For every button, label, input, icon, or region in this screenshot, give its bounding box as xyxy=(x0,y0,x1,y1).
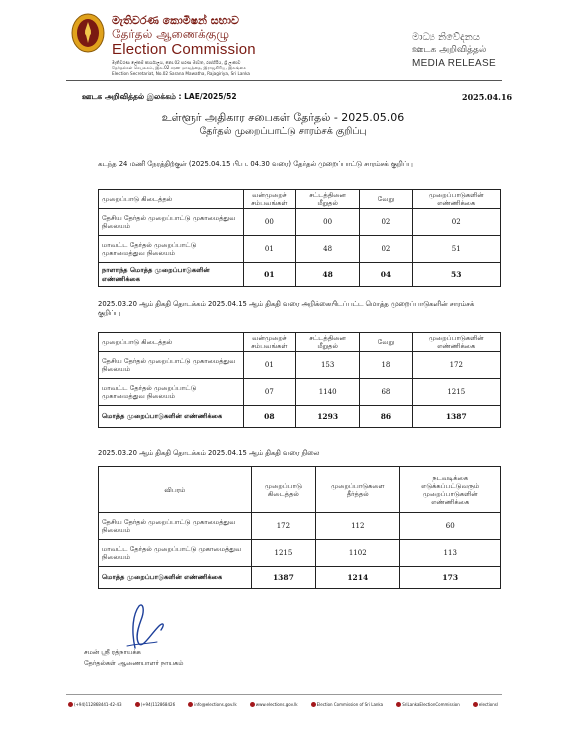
col-header: வன்முறைச் சம்பவங்கள் xyxy=(243,333,295,352)
email-icon xyxy=(188,702,193,707)
row-label: மொத்த முறைப்பாடுகளின் எண்ணிக்கை xyxy=(99,567,252,589)
table-cell: 1387 xyxy=(412,406,500,428)
org-address xyxy=(112,60,282,76)
election-commission-emblem xyxy=(70,12,106,54)
table-cell: 51 xyxy=(412,236,500,263)
footer-fax xyxy=(135,702,175,707)
table-cell: 153 xyxy=(295,352,359,379)
table-cell: 1293 xyxy=(295,406,359,428)
row-label: தேசிய தேர்தல் முறைப்பாட்டு முகாமைத்துவ நிலையம் xyxy=(99,352,244,379)
footer-text: SriLankaElectionCommission xyxy=(402,702,460,707)
col-header: முறைப்பாடுகளின் எண்ணிக்கை xyxy=(412,190,500,209)
footer-text: www.elections.gov.lk xyxy=(255,702,298,707)
footer-text: (+94)112868441-42-43 xyxy=(74,702,122,707)
table-cell: 1215 xyxy=(251,540,315,567)
col-header: முறைப்பாடு கிடைத்தல் xyxy=(99,190,244,209)
footer-text: electionsl xyxy=(478,702,498,707)
row-label: மாவட்ட தேர்தல் முறைப்பாட்டு முகாமைத்துவ நிலையம் xyxy=(99,236,244,263)
reference-number: ஊடக அறிவித்தல் இலக்கம் : LAE/2025/52 xyxy=(82,92,237,101)
youtube-icon xyxy=(311,702,316,707)
table-row xyxy=(99,352,501,379)
table-header-row xyxy=(99,333,501,352)
table-cell: 02 xyxy=(360,236,412,263)
row-label: மாவட்ட தேர்தல் முறைப்பாட்டு முகாமைத்துவ நிலையம் xyxy=(99,540,252,567)
table-cell: 08 xyxy=(243,406,295,428)
row-label: தேசிய தேர்தல் முறைப்பாட்டு முகாமைத்துவ நிலையம் xyxy=(99,513,252,540)
total-row xyxy=(99,567,501,589)
table-cell: 01 xyxy=(243,263,295,287)
col-header: நடவடிக்கை எடுக்கப்பட்டுவரும் முறைப்பாடுகளின் எண்ணிக்கை xyxy=(400,467,501,513)
row-label: மொத்த முறைப்பாடுகளின் எண்ணிக்கை xyxy=(99,406,244,428)
table-row xyxy=(99,236,501,263)
col-header: முறைப்பாடு கிடைத்தல் xyxy=(251,467,315,513)
org-name-english: Election Commission xyxy=(112,41,256,58)
row-label: தேசிய தேர்தல் முறைப்பாட்டு முகாமைத்துவ நிலையம் xyxy=(99,209,244,236)
table-cell: 48 xyxy=(295,236,359,263)
footer-facebook[interactable] xyxy=(396,702,460,707)
table-cell: 02 xyxy=(412,209,500,236)
table-row xyxy=(99,379,501,406)
table-cell: 1102 xyxy=(316,540,400,567)
table-cell: 07 xyxy=(243,379,295,406)
col-header: வேறு xyxy=(360,333,412,352)
address-line-sinhala: මැතිවරණ ලේකම් කාර්යාලය, නො.02 සරණ මාවත, රාජගිරිය, ශ්‍රී ලංකාව xyxy=(112,60,241,65)
table-cell: 1215 xyxy=(412,379,500,406)
table-cell: 02 xyxy=(360,209,412,236)
table-header-row xyxy=(99,190,501,209)
col-header: சட்டத்தினை மீறுதல் xyxy=(295,333,359,352)
table-cell: 01 xyxy=(243,352,295,379)
col-header: வன்முறைச் சம்பவங்கள் xyxy=(243,190,295,209)
footer-contact-bar xyxy=(68,702,498,707)
table-cell: 00 xyxy=(243,209,295,236)
signatory-title: தேர்தல்கள் ஆணையாளர் நாயகம் xyxy=(84,659,184,667)
footer-text: (+94)112868426 xyxy=(140,702,176,707)
document-title: உள்ளூர் அதிகார சபைகள் தேர்தல் - 2025.05.06 xyxy=(161,111,405,124)
table-row xyxy=(99,209,501,236)
table-cell: 172 xyxy=(412,352,500,379)
section2-intro: 2025.03.20 ஆம் திகதி தொடக்கம் 2025.04.15 ஆம் திகதி வரை அறிக்கையிடப்பட்ட மொத்த முறைப்பாடுகளின் சாரம்சக் குறிப்பு xyxy=(98,300,475,317)
footer-phone xyxy=(68,702,122,707)
table-cell: 1387 xyxy=(251,567,315,589)
total-row xyxy=(99,263,501,287)
address-line-english: Election Secretariat, No.02 Sarana Mawatha, Rajagiriya, Sri Lanka xyxy=(112,70,250,76)
col-header: முறைப்பாடுகளை தீர்த்தல் xyxy=(316,467,400,513)
facebook-icon xyxy=(396,702,401,707)
table-cell: 86 xyxy=(360,406,412,428)
footer-youtube[interactable] xyxy=(311,702,384,707)
table-cell: 173 xyxy=(400,567,501,589)
table-cell: 18 xyxy=(360,352,412,379)
phone-icon xyxy=(68,702,73,707)
footer-email[interactable] xyxy=(188,702,237,707)
footer-website[interactable] xyxy=(250,702,298,707)
table-header-row xyxy=(99,467,501,513)
col-header: விபரம் xyxy=(99,467,252,513)
header-divider xyxy=(66,80,502,81)
daily-complaints-table xyxy=(98,189,501,287)
table-cell: 60 xyxy=(400,513,501,540)
table-cell: 04 xyxy=(360,263,412,287)
media-release-english: MEDIA RELEASE xyxy=(412,58,496,69)
address-line-tamil: தேர்தல்கள் செயலகம், இல.02 சரண மாவத்தை, இராஜகிரிய, இலங்கை xyxy=(112,65,247,71)
col-header: முறைப்பாடுகளின் எண்ணிக்கை xyxy=(412,333,500,352)
cumulative-complaints-table xyxy=(98,332,501,428)
table-row xyxy=(99,540,501,567)
release-date: 2025.04.16 xyxy=(462,92,513,102)
footer-text: info@elections.gov.lk xyxy=(194,702,237,707)
media-release-sinhala: මාධ්‍ය නිවේදනය xyxy=(412,32,480,43)
org-name-tamil: தேர்தல் ஆணைக்குழு xyxy=(112,27,230,41)
status-table xyxy=(98,466,501,589)
col-header: முறைப்பாடு கிடைத்தல் xyxy=(99,333,244,352)
footer-text: Election Commission of Sri Lanka xyxy=(316,702,384,707)
table-cell: 1214 xyxy=(316,567,400,589)
row-label: நாளாந்த மொத்த முறைப்பாடுகளின் எண்ணிக்கை xyxy=(99,263,244,287)
twitter-icon xyxy=(473,702,478,707)
web-icon xyxy=(250,702,255,707)
table-cell: 112 xyxy=(316,513,400,540)
document-subtitle: தேர்தல் முறைப்பாட்டு சாரம்சக் குறிப்பு xyxy=(199,126,367,137)
col-header: வேறு xyxy=(360,190,412,209)
table-cell: 172 xyxy=(251,513,315,540)
table-cell: 48 xyxy=(295,263,359,287)
section1-intro: கடந்த 24 மணி நேரத்திற்குள் (2025.04.15 பி.ப. 04.30 வரை) தேர்தல் முறைப்பாட்டு சாரம்சக் குறிப்பு xyxy=(98,160,413,168)
section3-intro: 2025.03.20 ஆம் திகதி தொடக்கம் 2025.04.15 ஆம் திகதி வரை நிலை xyxy=(98,449,320,457)
table-row xyxy=(99,513,501,540)
table-cell: 01 xyxy=(243,236,295,263)
handwritten-signature xyxy=(105,600,175,650)
row-label: மாவட்ட தேர்தல் முறைப்பாட்டு முகாமைத்துவ நிலையம் xyxy=(99,379,244,406)
col-header: சட்டத்தினை மீறுதல் xyxy=(295,190,359,209)
media-release-tamil: ஊடக அறிவித்தல் xyxy=(412,45,487,55)
footer-twitter[interactable] xyxy=(473,702,498,707)
table-cell: 1140 xyxy=(295,379,359,406)
table-cell: 113 xyxy=(400,540,501,567)
table-cell: 53 xyxy=(412,263,500,287)
footer-divider xyxy=(66,694,502,695)
table-cell: 68 xyxy=(360,379,412,406)
table-cell: 00 xyxy=(295,209,359,236)
fax-icon xyxy=(135,702,140,707)
total-row xyxy=(99,406,501,428)
org-name-sinhala: මැතිවරණ කොමිෂන් සභාව xyxy=(112,14,239,27)
signatory-name: சமன் ஸ்ரீ ரத்நாயக்க xyxy=(84,648,141,656)
